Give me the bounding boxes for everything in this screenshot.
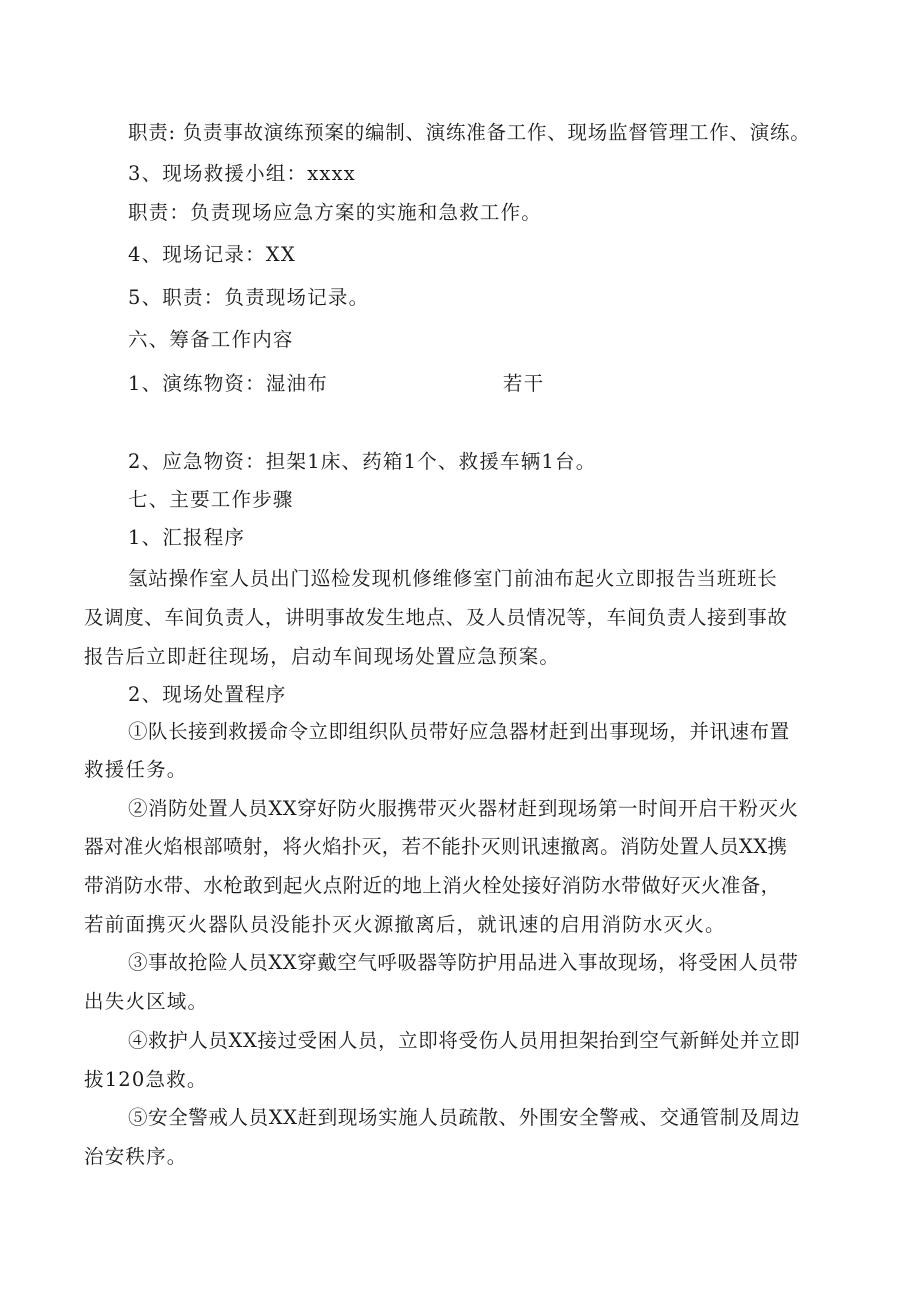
duty-rescue-line: 职责：负责现场应急方案的实施和急救工作。 <box>128 201 543 224</box>
rescue-group-line: 3、现场救援小组：xxxx <box>128 162 356 185</box>
step4-line-1: ④救护人员XX接过受困人员，立即将受伤人员用担架抬到空气新鲜处并立即 <box>128 1029 801 1052</box>
section-six-heading: 六、筹备工作内容 <box>128 328 294 351</box>
report-procedure-heading: 1、汇报程序 <box>128 526 246 549</box>
report-paragraph-line-3: 报告后立即赶往现场，启动车间现场处置应急预案。 <box>84 645 561 668</box>
step5-line-2: 治安秩序。 <box>84 1145 188 1168</box>
duty-drill-line: 职责: 负责事故演练预案的编制、演练准备工作、现场监督管理工作、演练。 <box>128 121 811 144</box>
materials-label: 1、演练物资：湿油布 <box>128 372 328 395</box>
step1-line-2: 救援任务。 <box>84 758 188 781</box>
record-line: 4、现场记录：XX <box>128 243 296 266</box>
emergency-supplies-line: 2、应急物资：担架1床、药箱1个、救援车辆1台。 <box>128 450 597 473</box>
onsite-procedure-heading: 2、现场处置程序 <box>128 683 287 706</box>
step3-line-2: 出失火区域。 <box>84 990 209 1013</box>
materials-quantity: 若干 <box>502 372 545 395</box>
step1-line-1: ①队长接到救援命令立即组织队员带好应急器材赶到出事现场，并讯速布置 <box>128 720 790 743</box>
step3-line-1: ③事故抢险人员XX穿戴空气呼吸器等防护用品进入事故现场，将受困人员带 <box>128 951 799 974</box>
section-seven-heading: 七、主要工作步骤 <box>128 488 294 511</box>
step2-line-3: 带消防水带、水枪敢到起火点附近的地上消火栓处接好消防水带做好灭火准备， <box>84 874 781 897</box>
step5-line-1: ⑤安全警戒人员XX赶到现场实施人员疏散、外围安全警戒、交通管制及周边 <box>128 1106 801 1129</box>
step4-line-2: 拔120急救。 <box>84 1068 208 1091</box>
step2-line-4: 若前面携灭火器队员没能扑灭火源撤离后，就讯速的启用消防水灭火。 <box>84 913 726 936</box>
duty-record-line: 5、职责：负责现场记录。 <box>128 286 370 309</box>
report-paragraph-line-1: 氢站操作室人员出门巡检发现机修维修室门前油布起火立即报告当班班长 <box>128 567 778 590</box>
step2-line-1: ②消防处置人员XX穿好防火服携带灭火器材赶到现场第一时间开启干粉灭火 <box>128 797 799 820</box>
materials-line <box>128 372 544 396</box>
step2-line-2: 器对准火焰根部喷射，将火焰扑灭，若不能扑灭则讯速撤离。消防处置人员XX携 <box>84 835 788 858</box>
report-paragraph-line-2: 及调度、车间负责人，讲明事故发生地点、及人员情况等，车间负责人接到事故 <box>84 606 788 629</box>
